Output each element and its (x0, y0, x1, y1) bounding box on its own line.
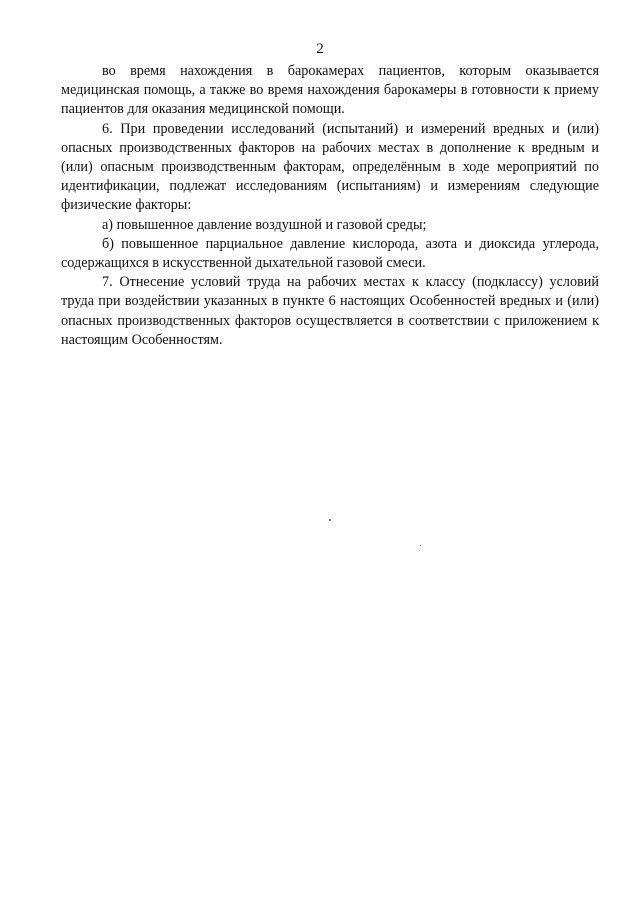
paragraph-subitem-b: б) повышенное парциальное давление кислорода, азота и диоксида углерода, содержащихся в искусственной дыхательной газовой смеси. (61, 235, 599, 272)
scan-speck (329, 519, 331, 521)
scan-speck (420, 545, 421, 546)
paragraph-item-7: 7. Отнесение условий труда на рабочих местах к классу (подклассу) условий труда при воздействии указанных в пункте 6 настоящих Особенностей вредных и (или) опасных производственных факторов осуществляется в соответствии с приложением к настоящим Особенностям. (61, 274, 599, 348)
paragraph-subitem-a: а) повышенное давление воздушной и газовой среды; (102, 216, 427, 233)
page-number: 2 (316, 41, 324, 57)
document-body (61, 62, 599, 350)
paragraph-continuation: во время нахождения в барокамерах пациентов, которым оказывается медицинская помощь, а также во время нахождения барокамеры в готовности к приему пациентов для оказания медицинской помощи. (61, 63, 599, 118)
paragraph-item-6: 6. При проведении исследований (испытаний) и измерений вредных и (или) опасных производственных факторов на рабочих местах в дополнение к вредным и (или) опасным производственным факторам, определённым в ходе мероприятий по идентификации, подлежат исследованиям (испытаниям) и измерениям следующие физические факторы: (61, 120, 599, 214)
